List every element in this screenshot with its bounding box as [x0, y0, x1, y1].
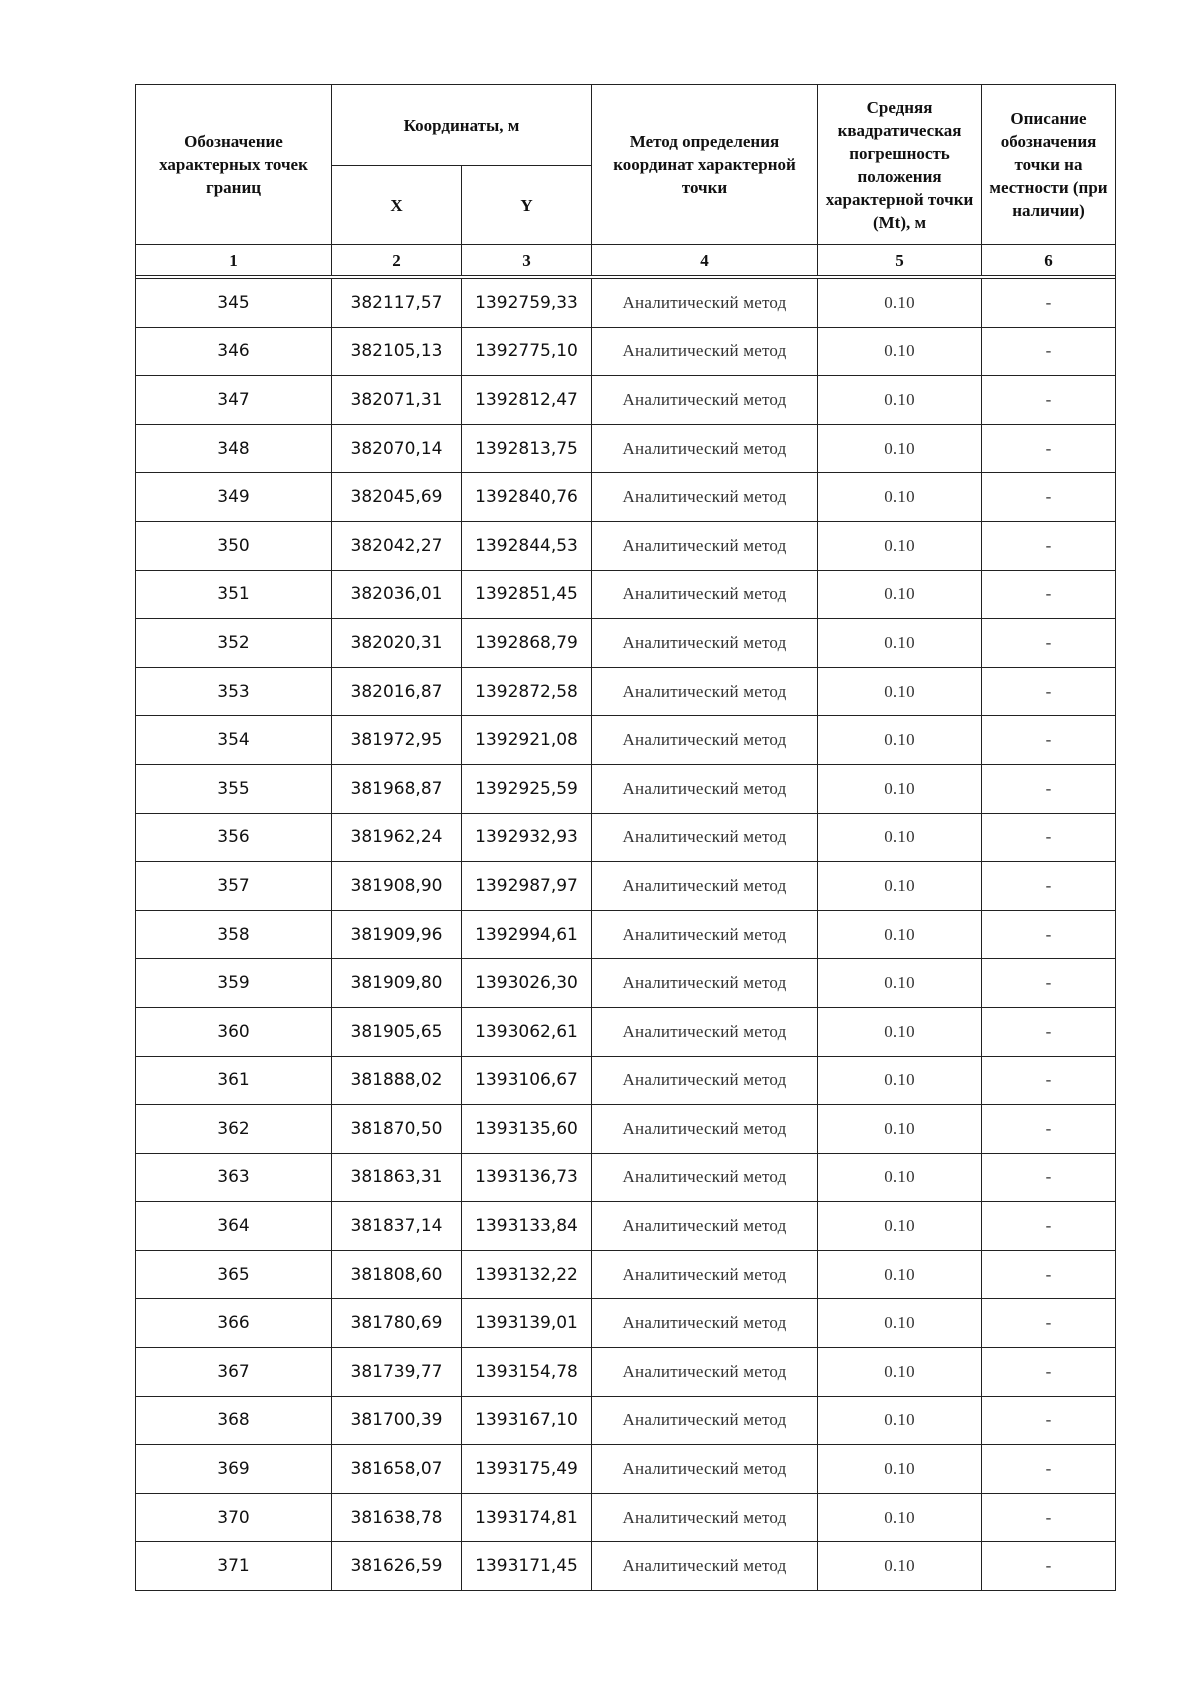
coordinate-y: 1392813,75	[462, 424, 592, 473]
description-cell: -	[982, 1493, 1116, 1542]
point-number: 346	[136, 327, 332, 376]
description-cell: -	[982, 1056, 1116, 1105]
table-row	[136, 521, 1116, 570]
method-cell: Аналитический метод	[592, 1299, 818, 1348]
coordinate-x: 382016,87	[332, 667, 462, 716]
coordinate-y: 1392759,33	[462, 279, 592, 328]
point-number: 358	[136, 910, 332, 959]
error-cell: 0.10	[818, 376, 982, 425]
coordinate-x: 382070,14	[332, 424, 462, 473]
method-cell: Аналитический метод	[592, 279, 818, 328]
coordinate-y: 1393106,67	[462, 1056, 592, 1105]
error-cell: 0.10	[818, 1202, 982, 1251]
description-cell: -	[982, 1153, 1116, 1202]
coordinate-y: 1393136,73	[462, 1153, 592, 1202]
error-cell: 0.10	[818, 1396, 982, 1445]
method-cell: Аналитический метод	[592, 570, 818, 619]
error-cell: 0.10	[818, 1056, 982, 1105]
header-column-number: 4	[592, 245, 818, 276]
coordinate-x: 381905,65	[332, 1007, 462, 1056]
description-cell: -	[982, 959, 1116, 1008]
point-number: 357	[136, 862, 332, 911]
table-row	[136, 764, 1116, 813]
method-cell: Аналитический метод	[592, 521, 818, 570]
table-row	[136, 279, 1116, 328]
coordinate-y: 1392844,53	[462, 521, 592, 570]
point-number: 349	[136, 473, 332, 522]
coordinate-y: 1392851,45	[462, 570, 592, 619]
error-cell: 0.10	[818, 716, 982, 765]
table-row	[136, 813, 1116, 862]
method-cell: Аналитический метод	[592, 619, 818, 668]
point-number: 347	[136, 376, 332, 425]
table-row	[136, 327, 1116, 376]
coordinate-y: 1392925,59	[462, 764, 592, 813]
table-row	[136, 1007, 1116, 1056]
coordinate-x: 382045,69	[332, 473, 462, 522]
header-column-number: 1	[136, 245, 332, 276]
point-number: 365	[136, 1250, 332, 1299]
table-row	[136, 1202, 1116, 1251]
method-cell: Аналитический метод	[592, 327, 818, 376]
error-cell: 0.10	[818, 910, 982, 959]
method-cell: Аналитический метод	[592, 1348, 818, 1397]
table-row	[136, 667, 1116, 716]
point-number: 360	[136, 1007, 332, 1056]
error-cell: 0.10	[818, 1299, 982, 1348]
description-cell: -	[982, 1007, 1116, 1056]
coordinate-y: 1393133,84	[462, 1202, 592, 1251]
method-cell: Аналитический метод	[592, 1445, 818, 1494]
method-cell: Аналитический метод	[592, 473, 818, 522]
coordinate-x: 381638,78	[332, 1493, 462, 1542]
coordinate-x: 381909,96	[332, 910, 462, 959]
header-mean-square-error: Средняя квадратическая погрешность положения характерной точки (Mt), м	[818, 85, 982, 245]
coordinate-x: 381837,14	[332, 1202, 462, 1251]
error-cell: 0.10	[818, 473, 982, 522]
table-header	[136, 85, 1116, 279]
description-cell: -	[982, 764, 1116, 813]
point-number: 362	[136, 1105, 332, 1154]
coordinate-x: 381909,80	[332, 959, 462, 1008]
error-cell: 0.10	[818, 1493, 982, 1542]
error-cell: 0.10	[818, 1105, 982, 1154]
coordinate-x: 382020,31	[332, 619, 462, 668]
table-row	[136, 424, 1116, 473]
header-column-number: 5	[818, 245, 982, 276]
error-cell: 0.10	[818, 1007, 982, 1056]
coordinate-y: 1393139,01	[462, 1299, 592, 1348]
coordinate-x: 381739,77	[332, 1348, 462, 1397]
description-cell: -	[982, 1542, 1116, 1591]
coordinate-x: 382105,13	[332, 327, 462, 376]
description-cell: -	[982, 667, 1116, 716]
method-cell: Аналитический метод	[592, 1493, 818, 1542]
method-cell: Аналитический метод	[592, 1202, 818, 1251]
coordinate-x: 381870,50	[332, 1105, 462, 1154]
coordinate-x: 382071,31	[332, 376, 462, 425]
point-number: 345	[136, 279, 332, 328]
description-cell: -	[982, 1445, 1116, 1494]
table-row	[136, 1299, 1116, 1348]
coordinates-table	[135, 84, 1116, 1591]
header-column-number: 3	[462, 245, 592, 276]
coordinate-y: 1393167,10	[462, 1396, 592, 1445]
point-number: 364	[136, 1202, 332, 1251]
method-cell: Аналитический метод	[592, 764, 818, 813]
description-cell: -	[982, 473, 1116, 522]
table-row	[136, 1348, 1116, 1397]
point-number: 371	[136, 1542, 332, 1591]
table-body	[136, 279, 1116, 1591]
coordinate-y: 1392932,93	[462, 813, 592, 862]
description-cell: -	[982, 1348, 1116, 1397]
point-number: 350	[136, 521, 332, 570]
description-cell: -	[982, 1202, 1116, 1251]
method-cell: Аналитический метод	[592, 910, 818, 959]
coordinates-document	[135, 84, 1115, 1591]
error-cell: 0.10	[818, 1153, 982, 1202]
coordinate-x: 381962,24	[332, 813, 462, 862]
point-number: 351	[136, 570, 332, 619]
description-cell: -	[982, 570, 1116, 619]
point-number: 354	[136, 716, 332, 765]
header-coordinates: Координаты, м	[332, 85, 592, 166]
header-point-designation: Обозначение характерных точек границ	[136, 85, 332, 245]
error-cell: 0.10	[818, 764, 982, 813]
error-cell: 0.10	[818, 1250, 982, 1299]
header-column-number: 6	[982, 245, 1116, 276]
point-number: 369	[136, 1445, 332, 1494]
coordinate-y: 1392872,58	[462, 667, 592, 716]
header-column-number: 2	[332, 245, 462, 276]
coordinate-y: 1393132,22	[462, 1250, 592, 1299]
error-cell: 0.10	[818, 667, 982, 716]
coordinate-y: 1392775,10	[462, 327, 592, 376]
method-cell: Аналитический метод	[592, 1396, 818, 1445]
coordinate-y: 1393062,61	[462, 1007, 592, 1056]
coordinate-x: 381972,95	[332, 716, 462, 765]
error-cell: 0.10	[818, 619, 982, 668]
error-cell: 0.10	[818, 1348, 982, 1397]
point-number: 353	[136, 667, 332, 716]
header-method: Метод определения координат характерной точки	[592, 85, 818, 245]
method-cell: Аналитический метод	[592, 376, 818, 425]
description-cell: -	[982, 862, 1116, 911]
table-row	[136, 1493, 1116, 1542]
description-cell: -	[982, 1299, 1116, 1348]
description-cell: -	[982, 716, 1116, 765]
coordinate-x: 381780,69	[332, 1299, 462, 1348]
table-row	[136, 1250, 1116, 1299]
description-cell: -	[982, 910, 1116, 959]
method-cell: Аналитический метод	[592, 1056, 818, 1105]
coordinate-x: 381908,90	[332, 862, 462, 911]
point-number: 368	[136, 1396, 332, 1445]
method-cell: Аналитический метод	[592, 667, 818, 716]
method-cell: Аналитический метод	[592, 959, 818, 1008]
coordinate-y: 1393026,30	[462, 959, 592, 1008]
coordinate-y: 1393135,60	[462, 1105, 592, 1154]
coordinate-x: 382036,01	[332, 570, 462, 619]
error-cell: 0.10	[818, 1542, 982, 1591]
method-cell: Аналитический метод	[592, 862, 818, 911]
description-cell: -	[982, 376, 1116, 425]
description-cell: -	[982, 1396, 1116, 1445]
coordinate-x: 381863,31	[332, 1153, 462, 1202]
table-row	[136, 473, 1116, 522]
point-number: 367	[136, 1348, 332, 1397]
description-cell: -	[982, 279, 1116, 328]
coordinate-x: 381888,02	[332, 1056, 462, 1105]
error-cell: 0.10	[818, 521, 982, 570]
table-row	[136, 1105, 1116, 1154]
coordinate-y: 1393171,45	[462, 1542, 592, 1591]
header-x: X	[332, 166, 462, 245]
point-number: 361	[136, 1056, 332, 1105]
header-y: Y	[462, 166, 592, 245]
table-row	[136, 1153, 1116, 1202]
error-cell: 0.10	[818, 279, 982, 328]
coordinate-y: 1392840,76	[462, 473, 592, 522]
point-number: 356	[136, 813, 332, 862]
description-cell: -	[982, 424, 1116, 473]
table-row	[136, 1396, 1116, 1445]
error-cell: 0.10	[818, 862, 982, 911]
error-cell: 0.10	[818, 813, 982, 862]
table-row	[136, 862, 1116, 911]
method-cell: Аналитический метод	[592, 1542, 818, 1591]
coordinate-x: 381968,87	[332, 764, 462, 813]
error-cell: 0.10	[818, 959, 982, 1008]
table-row	[136, 716, 1116, 765]
coordinate-y: 1393174,81	[462, 1493, 592, 1542]
coordinate-y: 1393175,49	[462, 1445, 592, 1494]
coordinate-y: 1393154,78	[462, 1348, 592, 1397]
table-row	[136, 619, 1116, 668]
method-cell: Аналитический метод	[592, 813, 818, 862]
point-number: 359	[136, 959, 332, 1008]
error-cell: 0.10	[818, 1445, 982, 1494]
coordinate-x: 381700,39	[332, 1396, 462, 1445]
description-cell: -	[982, 1105, 1116, 1154]
method-cell: Аналитический метод	[592, 1250, 818, 1299]
error-cell: 0.10	[818, 327, 982, 376]
table-row	[136, 1056, 1116, 1105]
table-row	[136, 910, 1116, 959]
table-row	[136, 959, 1116, 1008]
header-point-description: Описание обозначения точки на местности (при наличии)	[982, 85, 1116, 245]
coordinate-x: 382042,27	[332, 521, 462, 570]
description-cell: -	[982, 619, 1116, 668]
coordinate-y: 1392994,61	[462, 910, 592, 959]
point-number: 348	[136, 424, 332, 473]
coordinate-y: 1392868,79	[462, 619, 592, 668]
coordinate-x: 381626,59	[332, 1542, 462, 1591]
table-row	[136, 1542, 1116, 1591]
error-cell: 0.10	[818, 424, 982, 473]
description-cell: -	[982, 521, 1116, 570]
point-number: 370	[136, 1493, 332, 1542]
method-cell: Аналитический метод	[592, 1007, 818, 1056]
description-cell: -	[982, 327, 1116, 376]
point-number: 355	[136, 764, 332, 813]
method-cell: Аналитический метод	[592, 716, 818, 765]
table-row	[136, 570, 1116, 619]
point-number: 366	[136, 1299, 332, 1348]
coordinate-x: 381808,60	[332, 1250, 462, 1299]
coordinate-x: 382117,57	[332, 279, 462, 328]
error-cell: 0.10	[818, 570, 982, 619]
coordinate-y: 1392987,97	[462, 862, 592, 911]
table-row	[136, 1445, 1116, 1494]
table-row	[136, 376, 1116, 425]
point-number: 352	[136, 619, 332, 668]
coordinate-y: 1392921,08	[462, 716, 592, 765]
method-cell: Аналитический метод	[592, 1153, 818, 1202]
method-cell: Аналитический метод	[592, 424, 818, 473]
point-number: 363	[136, 1153, 332, 1202]
coordinate-y: 1392812,47	[462, 376, 592, 425]
description-cell: -	[982, 813, 1116, 862]
coordinate-x: 381658,07	[332, 1445, 462, 1494]
description-cell: -	[982, 1250, 1116, 1299]
method-cell: Аналитический метод	[592, 1105, 818, 1154]
